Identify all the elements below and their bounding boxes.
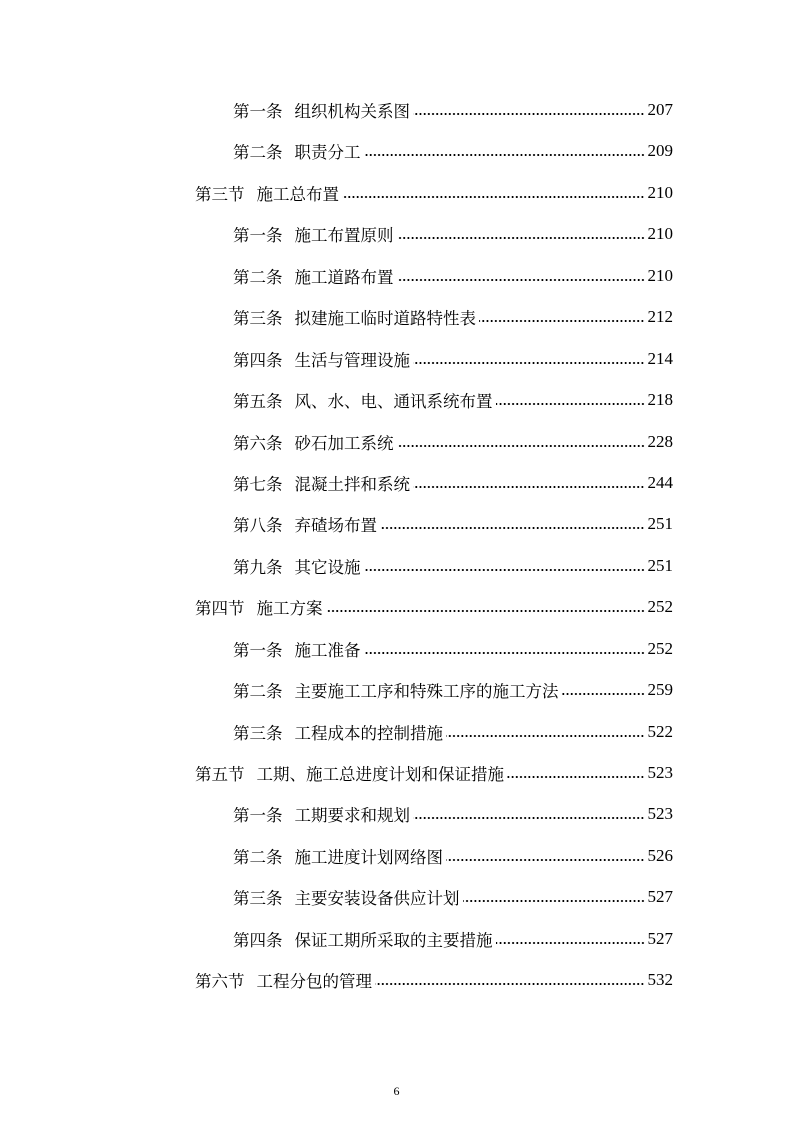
dot-leader (364, 149, 645, 161)
dot-leader (496, 398, 645, 410)
toc-entry-page: 523 (647, 804, 673, 823)
toc-entry[interactable] (233, 463, 673, 503)
toc-entry-title: 其它设施 (294, 558, 361, 577)
toc-entry-number: 第一条 (233, 102, 283, 121)
dot-leader (507, 771, 645, 783)
toc-entry-page: 212 (647, 307, 673, 326)
dot-leader (413, 481, 645, 493)
toc-section-number: 第四节 (195, 599, 245, 618)
toc-entry[interactable] (233, 90, 673, 130)
dot-leader (446, 854, 645, 866)
toc-entry-number: 第五条 (233, 392, 283, 411)
dot-leader (479, 315, 645, 327)
toc-entry-page: 526 (647, 846, 673, 865)
dot-leader (413, 812, 645, 824)
dot-leader (364, 647, 645, 659)
toc-entry-number: 第二条 (233, 848, 283, 867)
toc-entry-page: 210 (647, 224, 673, 243)
dot-leader (562, 688, 645, 700)
toc-entry-number: 第九条 (233, 558, 283, 577)
toc-entry-number: 第八条 (233, 516, 283, 535)
toc-section-title: 施工总布置 (256, 185, 339, 204)
toc-section-page: 252 (647, 597, 673, 616)
toc-entry-number: 第四条 (233, 931, 283, 950)
toc-entry[interactable] (233, 297, 673, 337)
toc-entry-page: 522 (647, 722, 673, 741)
toc-entry[interactable] (233, 422, 673, 462)
toc-entry-title: 风、水、电、通讯系统布置 (294, 392, 493, 411)
toc-section-page: 210 (647, 183, 673, 202)
toc-entry-number: 第四条 (233, 351, 283, 370)
dot-leader (380, 522, 645, 534)
toc-entry-number: 第一条 (233, 226, 283, 245)
dot-leader (413, 357, 645, 369)
toc-entry-number: 第三条 (233, 309, 283, 328)
toc-entry-title: 施工进度计划网络图 (294, 848, 443, 867)
toc-entry-number: 第一条 (233, 806, 283, 825)
toc-section-number: 第五节 (195, 765, 245, 784)
toc-section-title: 工期、施工总进度计划和保证措施 (256, 765, 504, 784)
toc-entry-title: 施工布置原则 (294, 226, 394, 245)
toc-section-entry[interactable] (195, 753, 673, 793)
toc-entry-number: 第二条 (233, 143, 283, 162)
toc-entry-number: 第二条 (233, 268, 283, 287)
toc-entry-number: 第三条 (233, 889, 283, 908)
toc-entry-title: 工期要求和规划 (294, 806, 410, 825)
toc-entry[interactable] (233, 339, 673, 379)
toc-entry-page: 218 (647, 390, 673, 409)
dot-leader (375, 978, 645, 990)
toc-section-number: 第三节 (195, 185, 245, 204)
toc-entry-page: 207 (647, 100, 673, 119)
dot-leader (397, 440, 645, 452)
toc-entry[interactable] (233, 380, 673, 420)
dot-leader (397, 232, 645, 244)
dot-leader (496, 937, 645, 949)
toc-entry-number: 第二条 (233, 682, 283, 701)
toc-entry[interactable] (233, 546, 673, 586)
toc-section-number: 第六节 (195, 972, 245, 991)
toc-entry[interactable] (233, 877, 673, 917)
toc-section-entry[interactable] (195, 587, 673, 627)
toc-entry-title: 保证工期所采取的主要措施 (294, 931, 493, 950)
toc-entry-title: 施工道路布置 (294, 268, 394, 287)
toc-entry-number: 第一条 (233, 641, 283, 660)
toc-section-entry[interactable] (195, 173, 673, 213)
toc-entry-title: 主要安装设备供应计划 (294, 889, 460, 908)
dot-leader (463, 895, 645, 907)
toc-entry-title: 工程成本的控制措施 (294, 724, 443, 743)
toc-entry-title: 砂石加工系统 (294, 434, 394, 453)
dot-leader (413, 108, 645, 120)
toc-entry-number: 第七条 (233, 475, 283, 494)
dot-leader (326, 605, 645, 617)
toc-entry-number: 第三条 (233, 724, 283, 743)
dot-leader (364, 564, 645, 576)
toc-entry-page: 527 (647, 929, 673, 948)
toc-entry-page: 244 (647, 473, 673, 492)
toc-entry-title: 弃碴场布置 (294, 516, 377, 535)
toc-entry[interactable] (233, 712, 673, 752)
toc-entry[interactable] (233, 131, 673, 171)
toc-entry-title: 职责分工 (294, 143, 361, 162)
toc-section-page: 532 (647, 970, 673, 989)
toc-entry-title: 主要施工工序和特殊工序的施工方法 (294, 682, 559, 701)
toc-entry[interactable] (233, 629, 673, 669)
toc-section-entry[interactable] (195, 960, 673, 1000)
toc-entry-page: 228 (647, 432, 673, 451)
toc-entry-page: 252 (647, 639, 673, 658)
toc-entry-title: 施工准备 (294, 641, 361, 660)
toc-entry[interactable] (233, 504, 673, 544)
toc-entry-page: 251 (647, 556, 673, 575)
toc-entry-page: 210 (647, 266, 673, 285)
page-number: 6 (393, 1084, 400, 1098)
toc-entry-title: 组织机构关系图 (294, 102, 410, 121)
toc-entry-title: 混凝土拌和系统 (294, 475, 410, 494)
toc-entry-number: 第六条 (233, 434, 283, 453)
toc-entry[interactable] (233, 836, 673, 876)
dot-leader (397, 274, 645, 286)
toc-entry-page: 527 (647, 887, 673, 906)
toc-section-page: 523 (647, 763, 673, 782)
toc-section-title: 施工方案 (256, 599, 323, 618)
toc-entry[interactable] (233, 794, 673, 834)
toc-entry-page: 251 (647, 514, 673, 533)
dot-leader (446, 730, 645, 742)
toc-entry[interactable] (233, 256, 673, 296)
toc-entry-page: 209 (647, 141, 673, 160)
dot-leader (342, 191, 645, 203)
toc-entry[interactable] (233, 670, 673, 710)
toc-entry[interactable] (233, 214, 673, 254)
toc-entry-title: 拟建施工临时道路特性表 (294, 309, 476, 328)
toc-entry-page: 259 (647, 680, 673, 699)
toc-section-title: 工程分包的管理 (256, 972, 372, 991)
toc-entry[interactable] (233, 919, 673, 959)
toc-entry-page: 214 (647, 349, 673, 368)
toc-entry-title: 生活与管理设施 (294, 351, 410, 370)
